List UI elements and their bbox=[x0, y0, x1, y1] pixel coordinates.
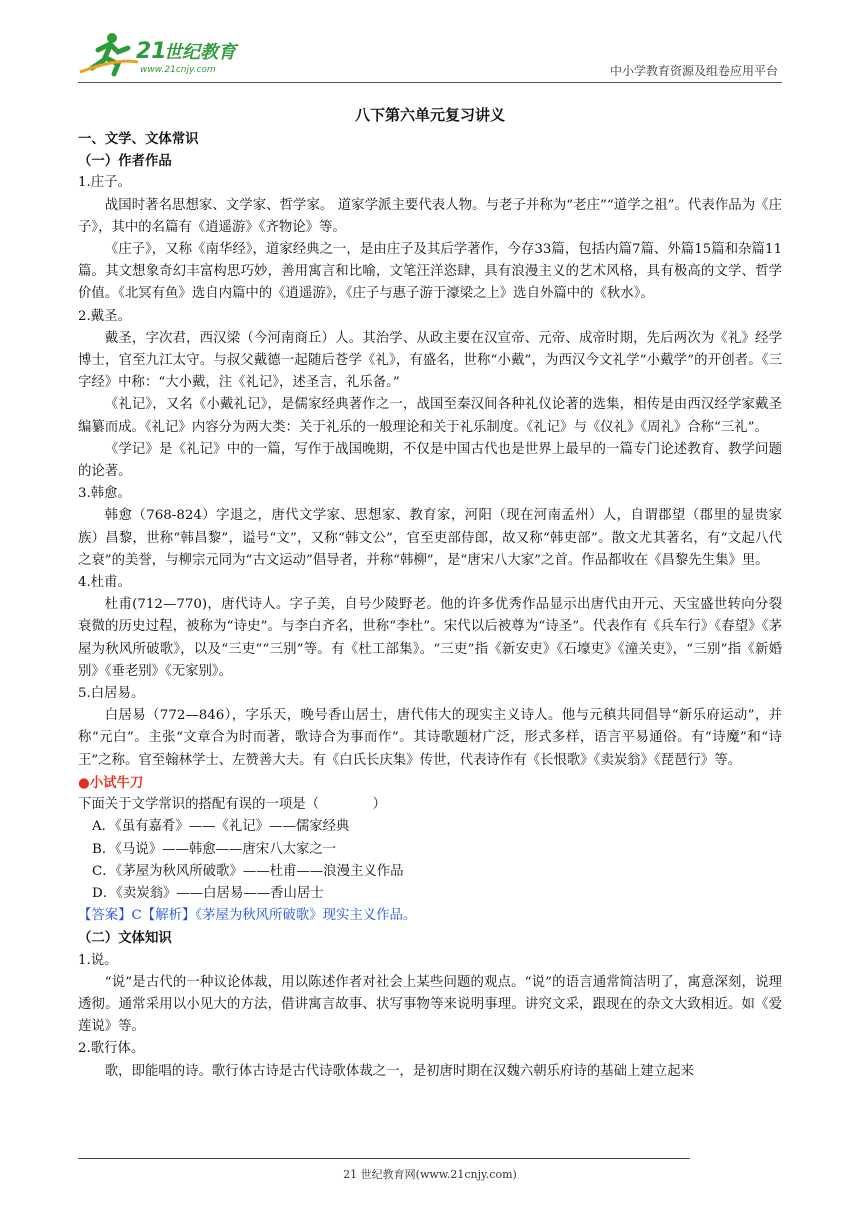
quiz-answer: 【答案】C【解析】《茅屋为秋风所破歌》现实主义作品。 bbox=[78, 908, 417, 924]
footer-divider bbox=[78, 1158, 690, 1159]
paragraph: 歌，即能唱的诗。歌行体古诗是古代诗歌体裁之一，是初唐时期在汉魏六朝乐府诗的基础上建立起来 bbox=[104, 1063, 694, 1079]
quiz-question: 下面关于文学常识的搭配有误的一项是（ ） bbox=[78, 797, 386, 813]
author-heading: 2.戴圣。 bbox=[78, 308, 131, 324]
paragraph: “说”是古代的一种议论体裁，用以陈述作者对社会上某些问题的观点。“说”的语言通常简洁明了，寓意深刻，说理透彻。通常采用以小见大的方法，借讲寓言故事、状写事物等来说明事理。讲究文采，跟现在的杂文大致相近。如《爱莲说》等。 bbox=[78, 974, 782, 1035]
page-footer: 21 世纪教育网(www.21cnjy.com) bbox=[343, 1168, 517, 1181]
paragraph: 杜甫(712—770)，唐代诗人。字子美，自号少陵野老。他的许多优秀作品显示出唐代由开元、天宝盛世转向分裂衰微的历史过程，被称为“诗史”。与李白齐名，世称“李杜”。宋代以后被尊为“诗圣”。代表作有《兵车行》《春望》《茅屋为秋风所破歌》，以及“三吏”“三别”等。有《杜工部集》。“三吏”指《新安吏》《石壕吏》《潼关吏》，“三别”指《新婚别》《垂老别》《无家别》。 bbox=[78, 597, 782, 679]
paragraph: 《学记》是《礼记》中的一篇，写作于战国晚期，不仅是中国古代也是世界上最早的一篇专门论述教育、教学问题的论著。 bbox=[78, 441, 782, 480]
svg-text:21: 21 bbox=[136, 39, 167, 64]
page-header bbox=[78, 28, 782, 82]
svg-text:www.21cnjy.com: www.21cnjy.com bbox=[140, 65, 216, 75]
genre-heading: 2.歌行体。 bbox=[78, 1041, 145, 1057]
document-title: 八下第六单元复习讲义 bbox=[354, 106, 505, 124]
paragraph: 《礼记》，又名《小戴礼记》，是儒家经典著作之一，战国至秦汉间各种礼仪论著的选集，相传是由西汉经学家戴圣编纂而成。《礼记》内容分为两大类：关于礼乐的一般理论和关于礼乐制度。《礼记》与《仪礼》《周礼》合称“三礼”。 bbox=[78, 397, 782, 435]
quiz-option-d: D．《卖炭翁》——白居易——香山居士 bbox=[92, 885, 324, 901]
quiz-label: 小试牛刀 bbox=[89, 774, 144, 791]
quiz-heading bbox=[78, 772, 782, 794]
site-logo bbox=[78, 28, 278, 78]
paragraph: 戴圣，字次君，西汉梁（今河南商丘）人。其治学、从政主要在汉宣帝、元帝、成帝时期，先后两次为《礼》经学博士，官至九江太守。与叔父戴德一起随后苍学《礼》，有盛名，世称“小戴”，为西汉今文礼学“小戴学”的开创者。《三字经》中称：“大小戴，注《礼记》，述圣言，礼乐备。” bbox=[78, 330, 782, 391]
header-platform-text: 中小学教育资源及组卷应用平台 bbox=[609, 64, 778, 78]
paragraph: 白居易（772—846），字乐天，晚号香山居士，唐代伟大的现实主义诗人。他与元稹共同倡导“新乐府运动”，并称“元白”。主张“文章合为时而著，歌诗合为事而作”。其诗歌题材广泛，形式多样，语言平易通俗。有“诗魔”和“诗王”之称。官至翰林学士、左赞善大夫。有《白氏长庆集》传世，代表诗作有《长恨歌》《卖炭翁》《琵琶行》等。 bbox=[78, 708, 782, 768]
quiz-option-b: B．《马说》——韩愈——唐宋八大家之一 bbox=[92, 841, 337, 857]
header-divider bbox=[78, 82, 782, 83]
svg-text:世纪教育: 世纪教育 bbox=[164, 42, 236, 63]
author-heading: 5.白居易。 bbox=[78, 686, 145, 702]
author-heading: 4.杜甫。 bbox=[78, 575, 131, 591]
document-body bbox=[78, 100, 782, 1083]
quiz-option-a: A．《虽有嘉肴》——《礼记》——儒家经典 bbox=[92, 819, 350, 835]
paragraph: 《庄子》，又称《南华经》，道家经典之一，是由庄子及其后学著作，今存33篇，包括内篇7篇、外篇15篇和杂篇11篇。其文想象奇幻丰富构思巧妙，善用寓言和比喻，文笔汪洋恣肆，具有浪漫主义的艺术风格，具有极高的文学、哲学价值。《北冥有鱼》选自内篇中的《逍遥游》，《庄子与惠子游于濠梁之上》选自外篇中的《秋水》。 bbox=[78, 242, 782, 302]
genre-heading: 1.说。 bbox=[78, 952, 118, 968]
bullet-icon: ● bbox=[78, 774, 90, 791]
section-heading: 一、文学、文体常识 bbox=[78, 131, 199, 147]
subsection-heading: （二）文体知识 bbox=[78, 930, 172, 947]
quiz-option-c: C．《茅屋为秋风所破歌》——杜甫——浪漫主义作品 bbox=[92, 863, 404, 879]
subsection-heading: （一）作者作品 bbox=[78, 153, 172, 170]
paragraph: 战国时著名思想家、文学家、哲学家。 道家学派主要代表人物。与老子并称为“老庄”“道学之祖”。代表作品为《庄子》，其中的名篇有《逍遥游》《齐物论》等。 bbox=[78, 197, 782, 235]
author-heading: 3.韩愈。 bbox=[78, 486, 131, 502]
paragraph: 韩愈（768-824）字退之，唐代文学家、思想家、教育家，河阳（现在河南孟州）人，自谓郡望（郡里的显贵家族）昌黎，世称“韩昌黎”，谥号“文”，又称“韩文公”，官至吏部侍郎，故又称“韩吏部”。散文尤其著名，有“文起八代之衰”的美誉，与柳宗元同为“古文运动”倡导者，并称“韩柳”，是“唐宋八大家”之首。作品都收在《昌黎先生集》里。 bbox=[78, 508, 782, 568]
author-heading: 1.庄子。 bbox=[78, 175, 131, 191]
